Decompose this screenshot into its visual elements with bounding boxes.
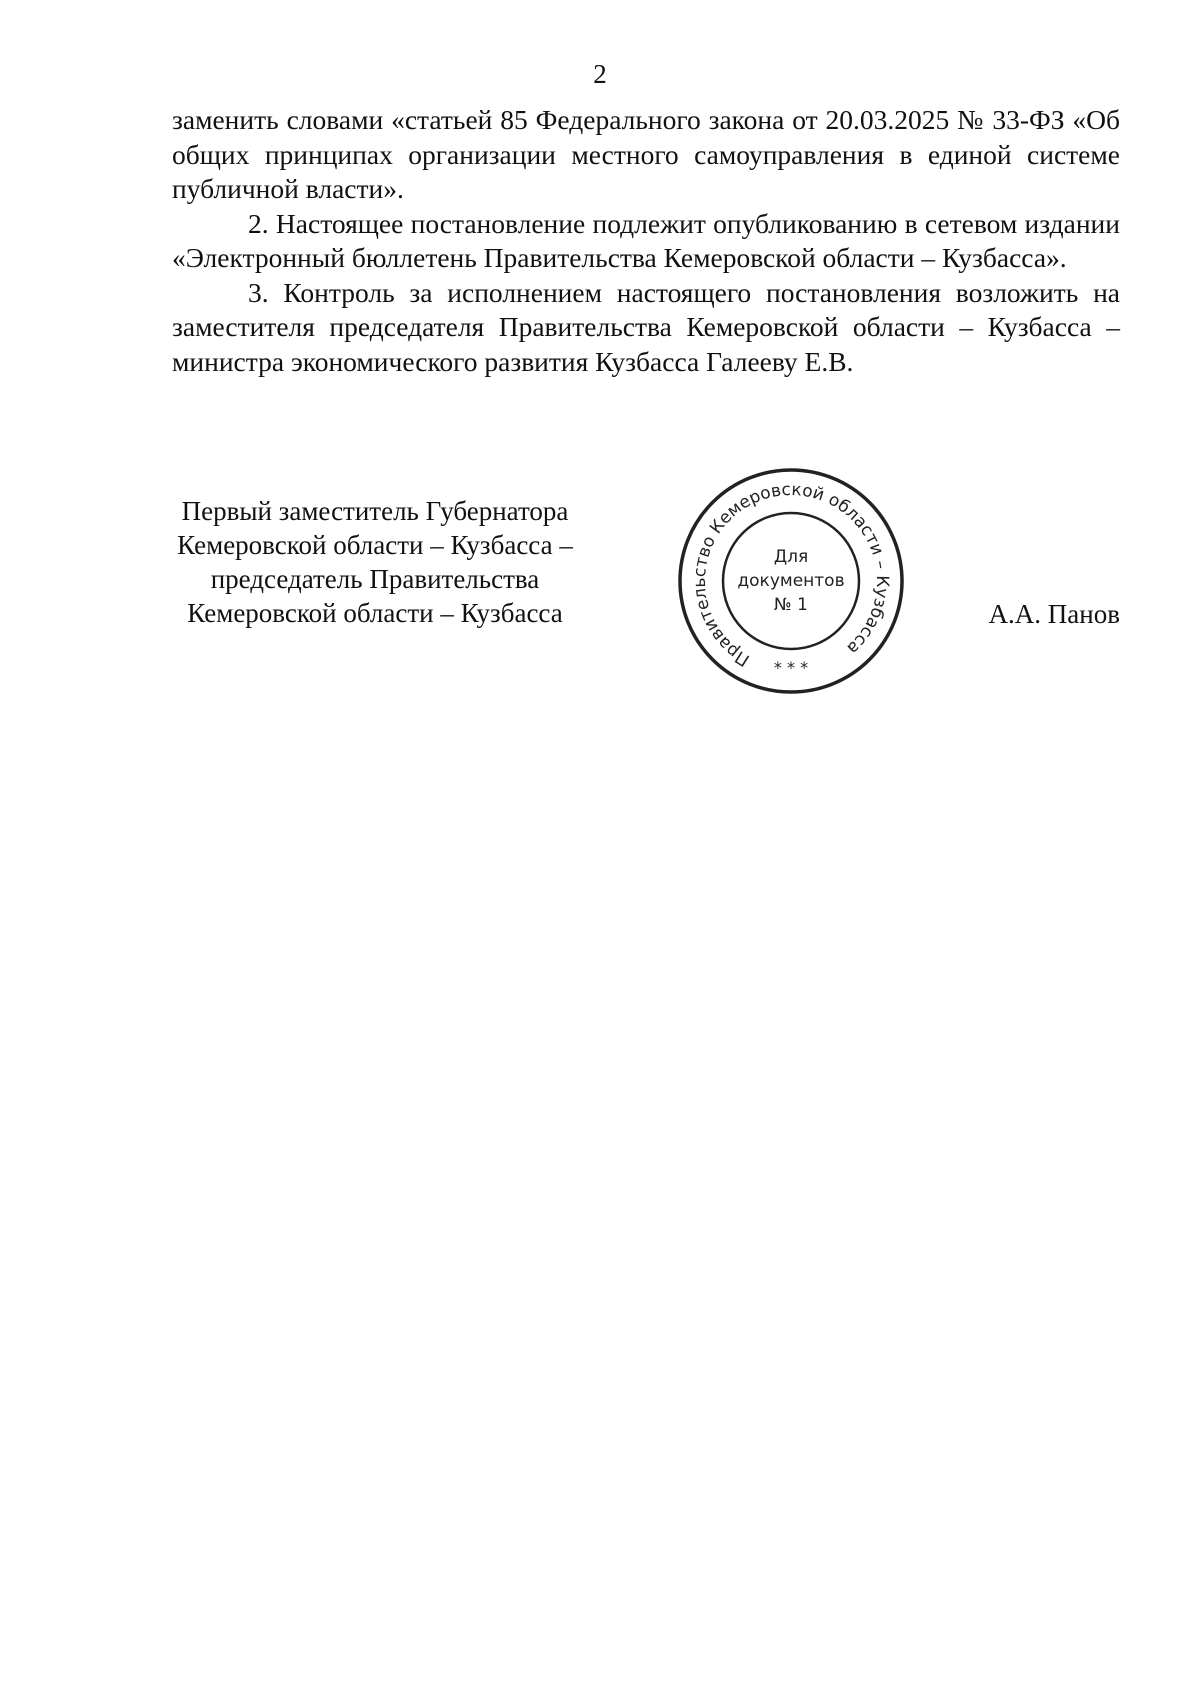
official-stamp <box>676 466 906 696</box>
stamp-ring-text: Правительство Кемеровской области – Кузбасса <box>689 479 893 670</box>
page-number: 2 <box>593 59 607 89</box>
stamp-center-line: № 1 <box>774 595 808 615</box>
paragraph-publication: 2. Настоящее постановление подлежит опубликованию в сетевом издании «Электронный бюллетень Правительства Кемеровской области – Кузбасса». <box>172 207 1120 273</box>
signatory-position-line: Кемеровской области – Кузбасса – <box>177 530 573 560</box>
signatory-name: А.А. Панов <box>988 599 1120 629</box>
stamp-stars: * * * <box>773 658 809 677</box>
paragraph-control: 3. Контроль за исполнением настоящего постановления возложить на заместителя председателя Правительства Кемеровской области – Кузбасса – министра экономического развития Кузбасса Галееву Е.В. <box>172 276 1120 377</box>
stamp-seal <box>676 466 906 696</box>
stamp-center-line: документов <box>737 571 845 591</box>
paragraph-continuation: заменить словами «статьей 85 Федерального закона от 20.03.2025 № 33-ФЗ «Об общих принципах организации местного самоуправления в единой системе публичной власти». <box>172 104 1120 204</box>
signatory-position-line: Первый заместитель Губернатора <box>181 496 569 526</box>
document-body <box>172 103 1120 379</box>
stamp-center-line: Для <box>773 547 809 567</box>
signatory-position-line: Кемеровской области – Кузбасса <box>187 598 563 628</box>
signatory-position <box>150 494 600 630</box>
signatory-position-line: председатель Правительства <box>210 564 540 594</box>
